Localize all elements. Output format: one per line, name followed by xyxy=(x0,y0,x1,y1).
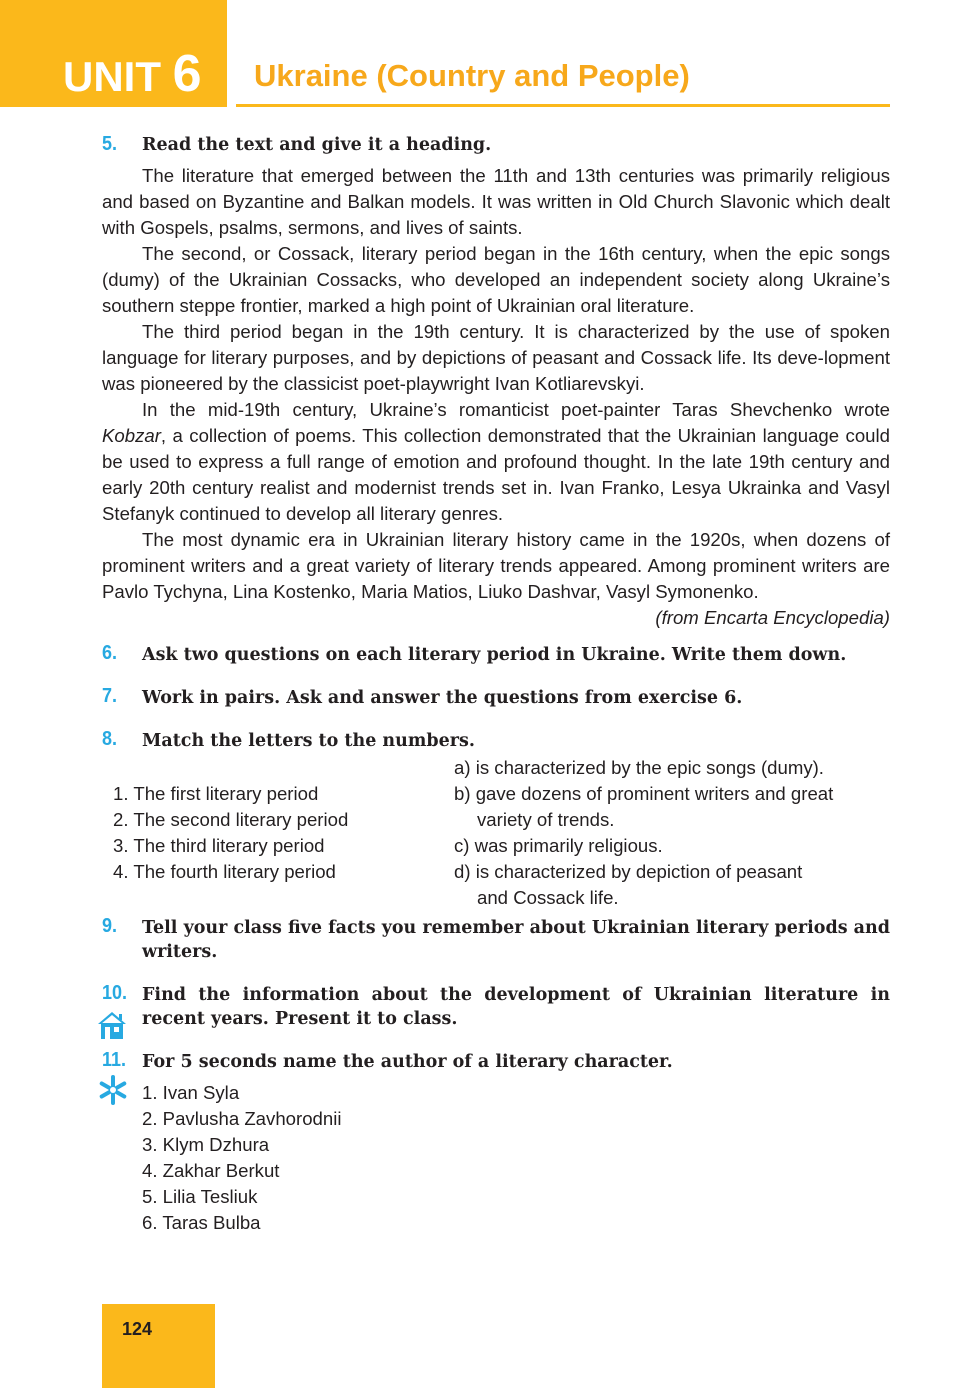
exercise-7-number: 7. xyxy=(102,685,118,707)
match-number-item: 1. The first literary period xyxy=(113,783,319,804)
exercise-9-instruction: Tell your class five facts you remember about Ukrainian literary periods and writers. xyxy=(142,918,890,962)
paragraph-4-before: In the mid-19th century, Ukraine’s romanticist poet-painter Taras Shevchenko wrote xyxy=(142,399,890,420)
match-letter-continuation: variety of trends. xyxy=(477,809,615,830)
character-item: 1. Ivan Syla xyxy=(142,1082,240,1103)
paragraph-4 xyxy=(102,397,890,527)
paragraph-5: The most dynamic era in Ukrainian literary history came in the 1920s, when dozens of prominent writers and a great variety of literary trends appeared. Among prominent writers are Pavlo Tychyna, Lina Kostenko, Maria Matios, Liuko Dashvar, Vasyl Symonenko. xyxy=(102,529,890,602)
exercise-11-number: 11. xyxy=(102,1049,127,1071)
match-letter-item: b) gave dozens of prominent writers and great xyxy=(454,783,834,804)
paragraph-4-book-title: Kobzar xyxy=(102,425,161,446)
unit-title: Ukraine (Country and People) xyxy=(254,58,690,93)
match-number-item: 2. The second literary period xyxy=(113,809,349,830)
match-number-item: 3. The third literary period xyxy=(113,835,325,856)
paragraph-1: The literature that emerged between the 11th and 13th centuries was primarily religious and based on Byzantine and Balkan models. It was written in Old Church Slavonic which dealt with Gospels, psalms, sermons, and lives of saints. xyxy=(102,165,890,238)
character-item: 3. Klym Dzhura xyxy=(142,1134,270,1155)
match-letter-item: d) is characterized by depiction of peasant xyxy=(454,861,803,882)
paragraph-4-after: , a collection of poems. This collection demonstrated that the Ukrainian language could be used to express a full range of emotion and profound thought. In the late 19th century and early 20th century realist and modernist trends set in. Ivan Franko, Lesya Ukrainka and Vasyl Stefanyk continued to develop all literary genres. xyxy=(102,425,890,524)
match-number-item: 4. The fourth literary period xyxy=(113,861,336,882)
home-icon xyxy=(96,1010,128,1040)
title-underline xyxy=(236,104,890,107)
match-letter-item: c) was primarily religious. xyxy=(454,835,663,856)
paragraph-3: The third period began in the 19th century. It is characterized by the use of spoken language for literary purposes, and by depictions of peasant and Cossack life. Its deve-lopment was pioneered by the classicist poet-playwright Ivan Kotliarevskyi. xyxy=(102,321,890,394)
exercise-6-instruction: Ask two questions on each literary period in Ukraine. Write them down. xyxy=(142,645,847,665)
character-item: 2. Pavlusha Zavhorodnii xyxy=(142,1108,342,1129)
exercise-10-number: 10. xyxy=(102,982,128,1004)
character-item: 4. Zakhar Berkut xyxy=(142,1160,280,1181)
exercise-11-instruction: For 5 seconds name the author of a literary character. xyxy=(142,1052,673,1072)
exercise-10-instruction: Find the information about the development of Ukrainian literature in recent years. Present it to class. xyxy=(142,985,890,1029)
page-number-tab xyxy=(102,1304,215,1388)
unit-word: UNIT xyxy=(63,53,161,100)
page-number: 124 xyxy=(122,1319,153,1339)
unit-number: 6 xyxy=(172,45,202,103)
exercise-8-number: 8. xyxy=(102,728,118,750)
character-item: 6. Taras Bulba xyxy=(142,1212,261,1233)
match-letter-item: a) is characterized by the epic songs (dumy). xyxy=(454,757,824,778)
exercise-7-instruction: Work in pairs. Ask and answer the questions from exercise 6. xyxy=(142,688,743,708)
match-letter-continuation: and Cossack life. xyxy=(477,887,619,908)
exercise-9-number: 9. xyxy=(102,915,118,937)
exercise-5-number: 5. xyxy=(102,133,118,155)
character-item: 5. Lilia Tesliuk xyxy=(142,1186,258,1207)
unit-label xyxy=(63,45,202,103)
paragraph-2: The second, or Cossack, literary period began in the 16th century, when the epic songs (dumy) of the Ukrainian Cossacks, who developed an independent society along Ukraine’s southern steppe frontier, marked a high point of Ukrainian oral literature. xyxy=(102,243,890,316)
exercise-6-number: 6. xyxy=(102,642,118,664)
exercise-5-instruction: Read the text and give it a heading. xyxy=(142,135,492,155)
source-citation: (from Encarta Encyclopedia) xyxy=(655,607,890,628)
asterisk-icon xyxy=(98,1074,128,1106)
exercise-8-instruction: Match the letters to the numbers. xyxy=(142,731,475,751)
